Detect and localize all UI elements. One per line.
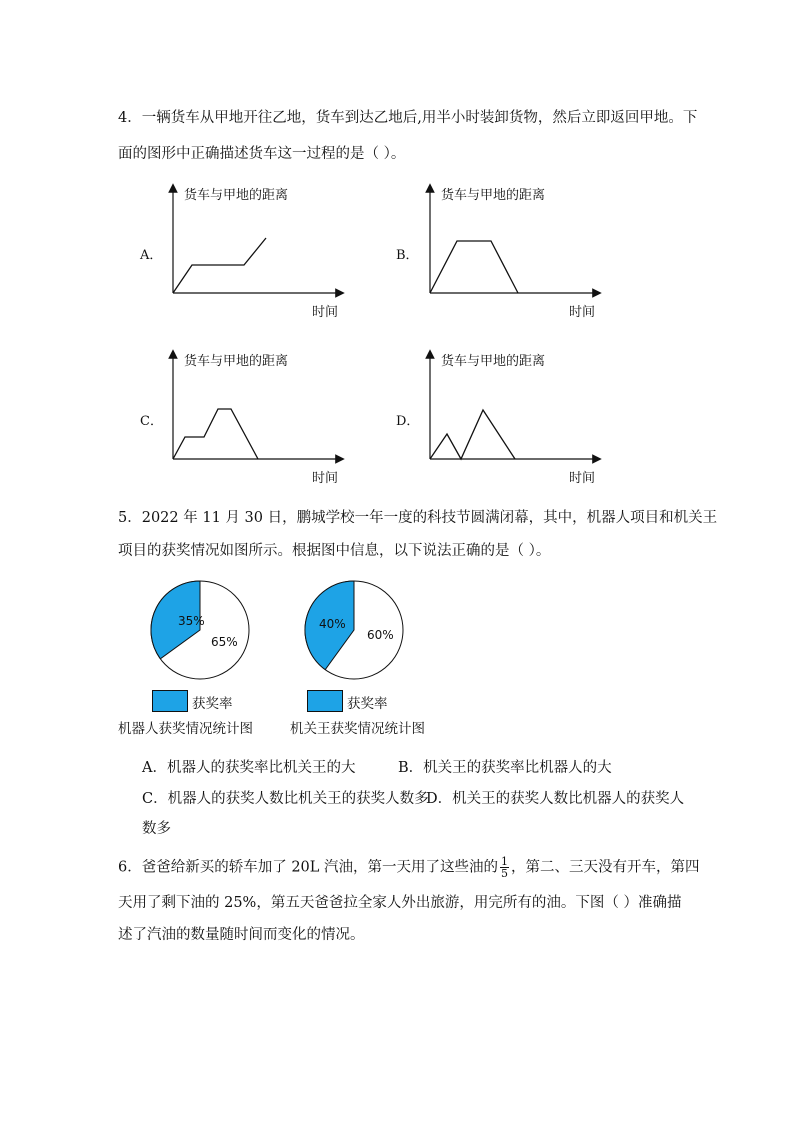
legend-swatch-jiguanwang	[307, 690, 343, 712]
q5-text-line1: 5．2022 年 11 月 30 日，鹏城学校一年一度的科技节圆满闭幕，其中，机器人项目和机关王	[118, 510, 718, 526]
option-d-label: D．	[396, 414, 420, 429]
option-a-label: A．	[140, 248, 163, 263]
choice-b[interactable]: B．机关王的获奖率比机器人的大	[398, 760, 612, 776]
graph-c-y-label: 货车与甲地的距离	[184, 354, 289, 369]
graph-b-y-label: 货车与甲地的距离	[441, 188, 546, 203]
q5-text-line2: 项目的获奖情况如图所示。根据图中信息，以下说法正确的是（ ）。	[118, 543, 551, 559]
fraction-numerator: 1	[501, 855, 509, 868]
q6-line1-part-a: 6．爸爸给新买的轿车加了 20L 汽油，第一天用了这些油的	[118, 859, 499, 876]
option-c-label: C．	[140, 414, 163, 429]
fraction-denominator: 5	[501, 867, 509, 880]
q6-text-line3: 述了汽油的数量随时间而变化的情况。	[118, 927, 365, 943]
q4-text-line1: 4．一辆货车从甲地开往乙地，货车到达乙地后,用半小时装卸货物，然后立即返回甲地。下	[118, 110, 698, 126]
choice-a[interactable]: A．机器人的获奖率比机关王的大	[142, 760, 356, 776]
pie-robot-label-b: 65%	[211, 635, 238, 649]
pie-caption-robot: 机器人获奖情况统计图	[118, 721, 253, 737]
graph-a-y-label: 货车与甲地的距离	[184, 188, 289, 203]
choice-d-continued: 数多	[142, 821, 171, 837]
option-b-label: B．	[396, 248, 419, 263]
graph-b-x-label: 时间	[569, 305, 596, 320]
pie-jiguanwang-label-b: 60%	[367, 628, 394, 642]
q4-text-line2: 面的图形中正确描述货车这一过程的是（ ）。	[118, 146, 406, 162]
q6-text-line2: 天用了剩下油的 25%，第五天爸爸拉全家人外出旅游，用完所有的油。下图（ ）准确描	[118, 895, 682, 911]
choice-d[interactable]: D．机关王的获奖人数比机器人的获奖人	[426, 791, 685, 807]
pie-jiguanwang-label-a: 40%	[319, 617, 346, 631]
graph-a-x-label: 时间	[312, 305, 339, 320]
legend-label-jiguanwang: 获奖率	[347, 696, 388, 712]
fraction-one-fifth	[500, 856, 509, 879]
choice-c[interactable]: C．机器人的获奖人数比机关王的获奖人数多	[142, 791, 429, 807]
pie-robot-label-a: 35%	[178, 614, 205, 628]
legend-label-robot: 获奖率	[192, 696, 233, 712]
q6-text-line1	[118, 856, 700, 879]
pie-caption-jiguanwang: 机关王获奖情况统计图	[290, 721, 425, 737]
pie-chart-robot	[145, 578, 255, 683]
pie-chart-jiguanwang	[299, 578, 409, 683]
q6-line1-part-b: ，第二、三天没有开车，第四	[511, 859, 700, 876]
graph-d-y-label: 货车与甲地的距离	[441, 354, 546, 369]
graph-d-x-label: 时间	[569, 471, 596, 486]
legend-swatch-robot	[152, 690, 188, 712]
graph-c-x-label: 时间	[312, 471, 339, 486]
